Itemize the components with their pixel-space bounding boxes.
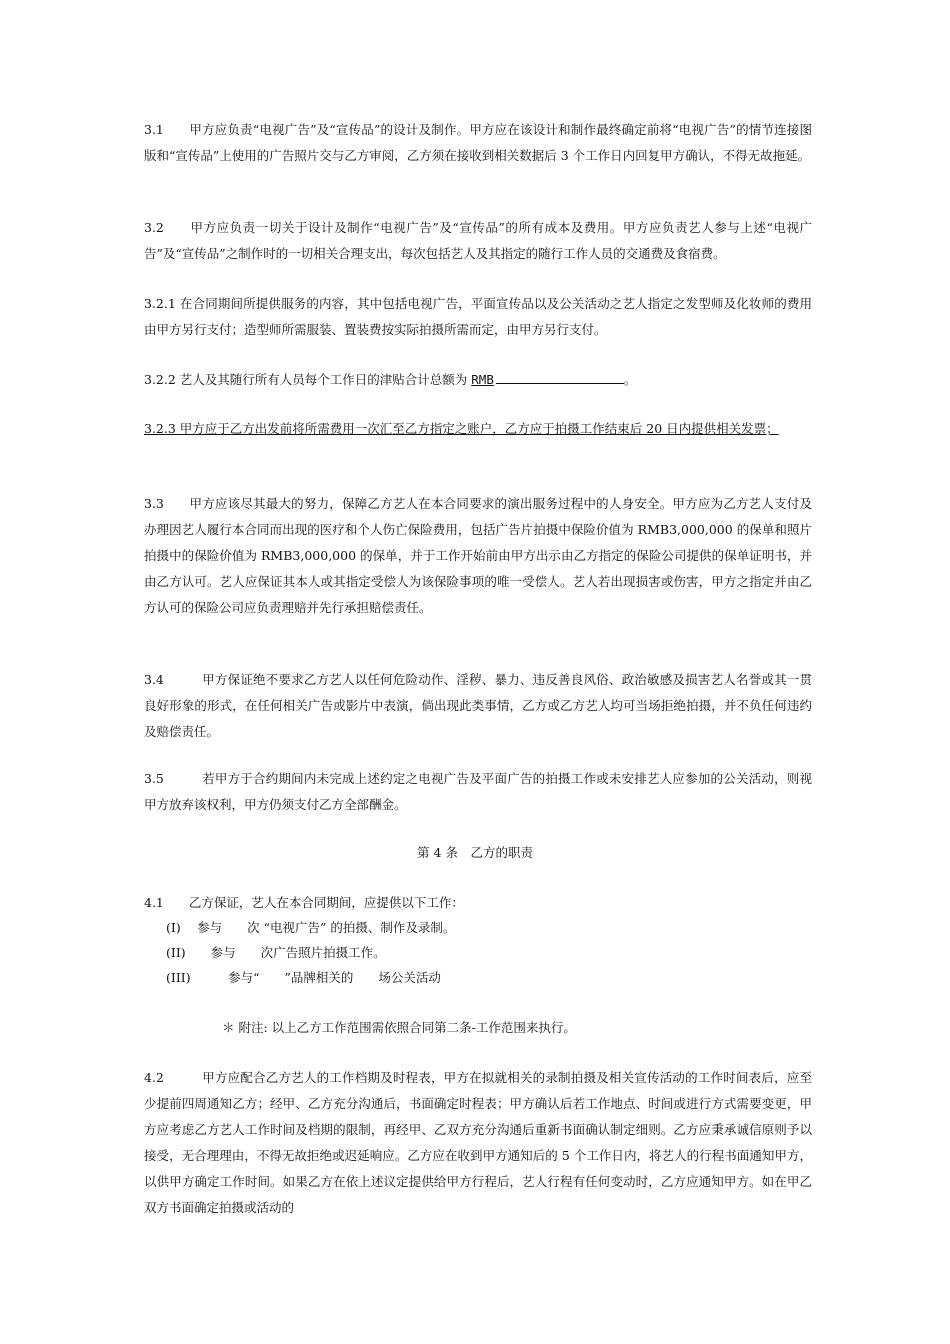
clause-3-3: 3.3 甲方应该尽其最大的努力，保障乙方艺人在本合同要求的演出服务过程中的人身安全。甲方应为乙方艺人支付及办理因艺人履行本合同而出现的医疗和个人伤亡保险费用，包括广告片拍摄中保险价值为 RMB3,000,000 的保单和照片拍摄中的保险价值为 RMB3,000,000 的保单，并于工作开始前由甲方出示由乙方指定的保险公司提供的保单证明书，并由乙方认可。艺人应保证其本人或其指定受偿人为该保险事项的唯一受偿人。艺人若出现损害或伤害，甲方之指定并由乙方认可的保险公司应负责理赔并先行承担赔偿责任。 [144, 496, 812, 615]
clause-3-2-1: 3.2.1 在合同期间所提供服务的内容，其中包括电视广告，平面宣传品以及公关活动之艺人指定之发型师及化妆师的费用由甲方另行支付；造型师所需服装、置装费按实际拍摄所需而定，由甲方另行支付。 [144, 296, 812, 337]
clause-3-4: 3.4 甲方保证绝不要求乙方艺人以任何危险动作、淫秽、暴力、违反善良风俗、政治敏感及损害艺人名誉或其一贯良好形象的形式，在任何相关广告或影片中表演，倘出现此类事情，乙方或乙方艺人均可当场拒绝拍摄，并不负任何违约及赔偿责任。 [144, 672, 812, 739]
work-item-3: (III) 参与“ ”品牌相关的 场公关活动 [166, 970, 441, 985]
section-4-heading: 第 4 条 乙方的职责 [417, 845, 533, 860]
work-item-2: (II) 参与 次广告照片拍摄工作。 [166, 945, 386, 960]
clause-3-1: 3.1 甲方应负责“电视广告”及“宣传品”的设计及制作。甲方应在该设计和制作最终确定前将“电视广告”的情节连接图版和“宣传品”上使用的广告照片交与乙方审阅，乙方须在接收到相关数据后 3 个工作日内回复甲方确认，不得无故拖延。 [144, 122, 812, 163]
allowance-amount-blank [496, 369, 624, 384]
allowance-currency: RMB [471, 372, 494, 387]
clause-3-2-3: 3.2.3 甲方应于乙方出发前将所需费用一次汇至乙方指定之账户，乙方应于拍摄工作结束后 20 日内提供相关发票； [144, 421, 779, 436]
clause-4-2: 4.2 甲方应配合乙方艺人的工作档期及时程表，甲方在拟就相关的录制拍摄及相关宣传活动的工作时间表后，应至少提前四周通知乙方；经甲、乙方充分沟通后，书面确定时程表；甲方确认后若工作地点、时间或进行方式需要变更，甲方应考虑乙方艺人工作时间及档期的限制，再经甲、乙双方充分沟通后重新书面确认制定细则。乙方应秉承诚信原则予以接受，无合理理由，不得无故拒绝或迟延响应。乙方应在收到甲方通知后的 5 个工作日内，将艺人的行程书面通知甲方，以供甲方确定工作时间。如果乙方在依上述议定提供给甲方行程后，艺人行程有任何变动时，乙方应通知甲方。如在甲乙双方书面确定拍摄或活动的 [144, 1070, 812, 1215]
scope-note: ＊ 附注: 以上乙方工作范围需依照合同第二条-工作范围来执行。 [222, 1020, 576, 1035]
clause-3-2: 3.2 甲方应负责一切关于设计及制作“电视广告”及“宣传品”的所有成本及费用。甲方应负责艺人参与上述“电视广告”及“宣传品”之制作时的一切相关合理支出，每次包括艺人及其指定的随行工作人员的交通费及食宿费。 [144, 220, 812, 261]
clause-3-2-2-text: 3.2.2 艺人及其随行所有人员每个工作日的津贴合计总额为 [144, 372, 472, 387]
clause-3-5: 3.5 若甲方于合约期间内未完成上述约定之电视广告及平面广告的拍摄工作或未安排艺人应参加的公关活动，则视甲方放弃该权利，甲方仍须支付乙方全部酬金。 [144, 771, 812, 812]
clause-3-2-2-end: 。 [623, 372, 637, 387]
clause-4-1: 4.1 乙方保证，艺人在本合同期间，应提供以下工作： [144, 895, 464, 910]
work-item-1: (I) 参与 次 “电视广告” 的拍摄、制作及录制。 [166, 920, 456, 935]
clause-3-2-2 [144, 367, 812, 393]
